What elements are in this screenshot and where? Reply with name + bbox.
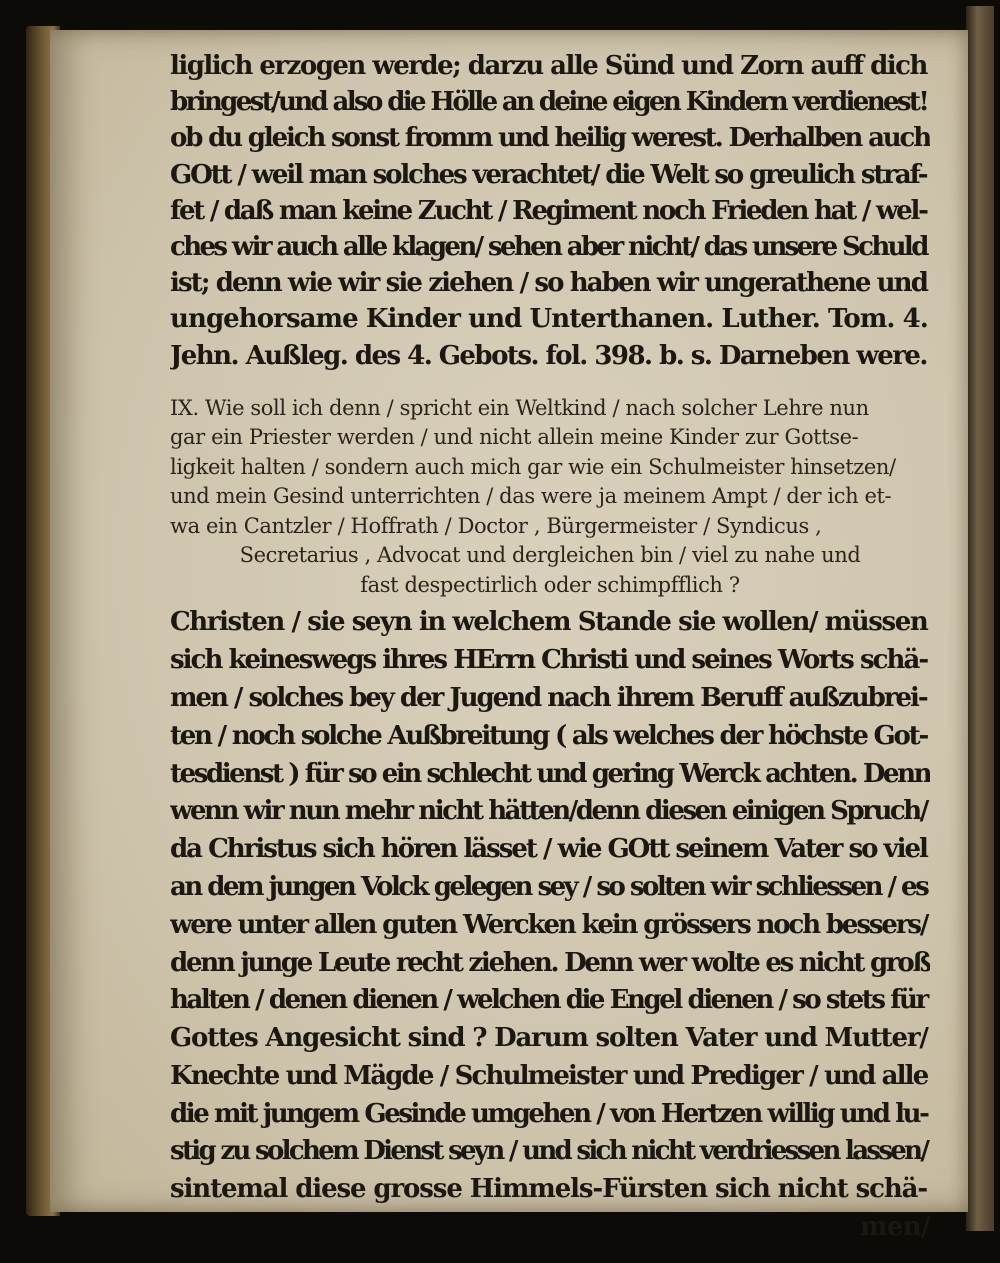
text-line: ungehorsame Kinder und Unterthanen. Luther. Tom. 4. [170,304,928,335]
text-line: ches wir auch alle klagen/ sehen aber nicht/ das unsere Schuld [170,232,927,263]
page-text [170,48,930,1247]
text-line: ob du gleich sonst fromm und heilig werest. Derhalben auch [170,123,930,154]
text-line: sintemal diese grosse Himmels-Fürsten sich nicht schä- [170,1174,928,1205]
text-line: halten / denen dienen / welchen die Engel dienen / so stets für [170,985,927,1016]
text-line: die mit jungem Gesinde umgehen / von Hertzen willig und lu- [170,1098,928,1129]
text-line: ist; denn wie wir sie ziehen / so haben wir ungerathene und [170,268,927,299]
text-line: denn junge Leute recht ziehen. Denn wer wolte es nicht groß [170,947,930,978]
paragraph-1 [170,48,930,374]
text-line: gar ein Priester werden / und nicht allein meine Kinder zur Gottse- [170,425,859,450]
text-line: were unter allen guten Wercken kein grössers noch bessers/ [170,909,928,940]
text-line: GOtt / weil man solches verachtet/ die Welt so greulich straf- [170,159,927,190]
text-line: stig zu solchem Dienst seyn / und sich nicht verdriessen lassen/ [170,1136,928,1167]
text-line: fast despectirlich oder schimpfflich ? [360,572,740,597]
text-line: Gottes Angesicht sind ? Darum solten Vater und Mutter/ [170,1023,928,1054]
text-line: tesdienst ) für so ein schlecht und gering Werck achten. Denn [170,758,930,789]
text-line: bringest/und also die Hölle an deine eigen Kindern verdienest! [170,87,928,118]
paragraph-2 [170,604,930,1247]
text-line: und mein Gesind unterrichten / das were ja meinem Ampt / der ich et- [170,484,892,509]
text-line: wa ein Cantzler / Hoffrath / Doctor , Bürgermeister / Syndicus , [170,513,822,538]
quoted-question [170,394,930,601]
catchword: men/ [859,1212,930,1243]
text-line: ten / noch solche Außbreitung ( als welches der höchste Got- [170,720,928,751]
text-line: wenn wir nun mehr nicht hätten/denn diesen einigen Spruch/ [170,796,927,827]
text-line: Christen / sie seyn in welchem Stande sie wollen/ müssen [170,607,928,638]
book-right-edge [966,6,994,1231]
text-line: ligkeit halten / sondern auch mich gar wie ein Schulmeister hinsetzen/ [170,454,896,479]
text-line: men / solches bey der Jugend nach ihrem Beruff außzubrei- [170,682,927,713]
text-line: Secretarius , Advocat und dergleichen bin / viel zu nahe und [239,543,861,568]
text-line: Knechte und Mägde / Schulmeister und Prediger / und alle [170,1060,928,1091]
text-line: IX. Wie soll ich denn / spricht ein Weltkind / nach solcher Lehre nun [170,395,869,420]
text-line: fet / daß man keine Zucht / Regiment noch Frieden hat / wel- [170,195,927,226]
text-line: Jehn. Außleg. des 4. Gebots. fol. 398. b. s. Darneben were. [170,340,927,371]
text-line: an dem jungen Volck gelegen sey / so solten wir schliessen / es [170,871,928,902]
text-line: da Christus sich hören lässet / wie GOtt seinem Vater so viel [170,834,927,865]
text-line: sich keineswegs ihres HErrn Christi und seines Worts schä- [170,645,928,676]
text-line: liglich erzogen werde; darzu alle Sünd und Zorn auff dich [170,51,927,81]
